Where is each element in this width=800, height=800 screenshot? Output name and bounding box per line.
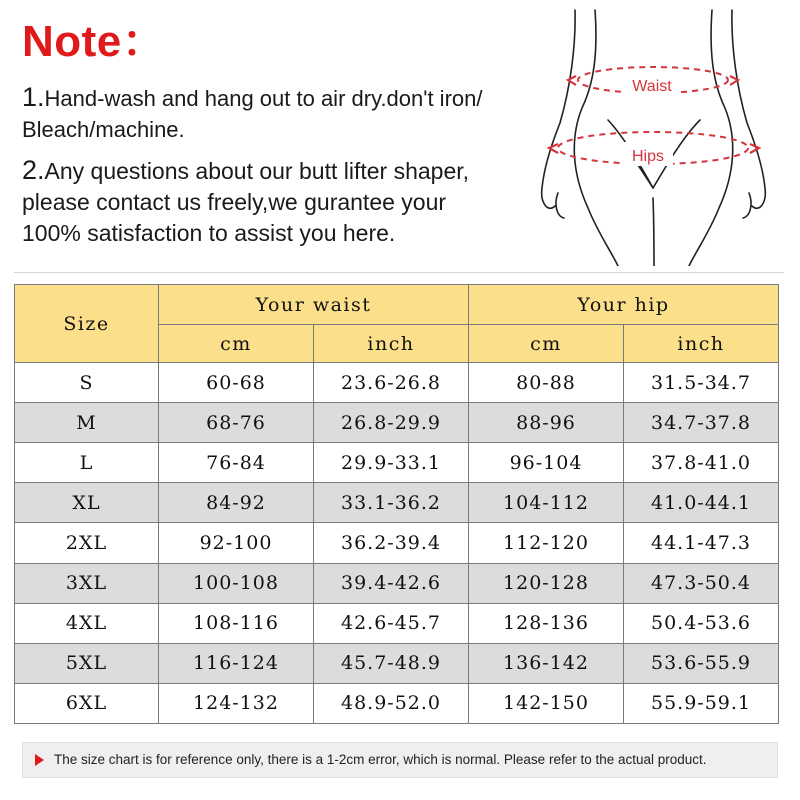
note-item-1-line-2: Bleach/machine. xyxy=(22,117,185,142)
table-row xyxy=(15,483,779,523)
waist-cm-cell: 68-76 xyxy=(159,403,314,443)
waist-cm-cell: 92-100 xyxy=(159,523,314,563)
waist-cm-header: cm xyxy=(159,325,314,363)
note-item-2-number: 2. xyxy=(22,155,45,185)
waist-inch-header: inch xyxy=(314,325,469,363)
size-cell: 3XL xyxy=(15,563,159,603)
table-row xyxy=(15,443,779,483)
hip-inch-cell: 44.1-47.3 xyxy=(624,523,779,563)
hip-inch-cell: 37.8-41.0 xyxy=(624,443,779,483)
waist-inch-cell: 29.9-33.1 xyxy=(314,443,469,483)
table-row xyxy=(15,643,779,683)
size-cell: 4XL xyxy=(15,603,159,643)
hip-inch-cell: 41.0-44.1 xyxy=(624,483,779,523)
hip-cm-cell: 88-96 xyxy=(469,403,624,443)
waist-cm-cell: 124-132 xyxy=(159,683,314,723)
hip-inch-cell: 34.7-37.8 xyxy=(624,403,779,443)
table-row xyxy=(15,603,779,643)
waist-inch-cell: 36.2-39.4 xyxy=(314,523,469,563)
size-cell: XL xyxy=(15,483,159,523)
hip-cm-cell: 104-112 xyxy=(469,483,624,523)
waist-cm-cell: 100-108 xyxy=(159,563,314,603)
size-cell: 5XL xyxy=(15,643,159,683)
hip-inch-header: inch xyxy=(624,325,779,363)
hips-label: Hips xyxy=(631,148,665,165)
waist-cm-cell: 76-84 xyxy=(159,443,314,483)
size-header: Size xyxy=(15,285,159,363)
size-cell: S xyxy=(15,363,159,403)
size-cell: L xyxy=(15,443,159,483)
hip-cm-header: cm xyxy=(469,325,624,363)
hip-inch-cell: 47.3-50.4 xyxy=(624,563,779,603)
table-row xyxy=(15,683,779,723)
waist-cm-cell: 84-92 xyxy=(159,483,314,523)
size-cell: 2XL xyxy=(15,523,159,563)
hip-cm-cell: 120-128 xyxy=(469,563,624,603)
note-item-2-line-1: Any questions about our butt lifter shaper, xyxy=(44,158,470,184)
body-outline xyxy=(542,10,766,266)
waist-inch-cell: 45.7-48.9 xyxy=(314,643,469,683)
body-measurement-figure xyxy=(520,8,790,266)
waist-inch-cell: 48.9-52.0 xyxy=(314,683,469,723)
table-row xyxy=(15,403,779,443)
section-divider xyxy=(14,272,784,273)
hip-cm-cell: 128-136 xyxy=(469,603,624,643)
triangle-right-icon xyxy=(35,754,44,766)
hip-header: Your hip xyxy=(469,285,779,325)
note-item-1 xyxy=(22,82,482,145)
hip-cm-cell: 80-88 xyxy=(469,363,624,403)
hip-inch-cell: 55.9-59.1 xyxy=(624,683,779,723)
disclaimer-footer xyxy=(22,742,778,778)
disclaimer-text: The size chart is for reference only, there is a 1-2cm error, which is normal. Please refer to the actual product. xyxy=(54,752,707,767)
hip-cm-cell: 112-120 xyxy=(469,523,624,563)
waist-cm-cell: 116-124 xyxy=(159,643,314,683)
note-item-1-number: 1. xyxy=(22,82,45,112)
waist-inch-cell: 23.6-26.8 xyxy=(314,363,469,403)
table-row xyxy=(15,563,779,603)
waist-inch-cell: 39.4-42.6 xyxy=(314,563,469,603)
waist-inch-cell: 42.6-45.7 xyxy=(314,603,469,643)
hip-inch-cell: 53.6-55.9 xyxy=(624,643,779,683)
waist-inch-cell: 33.1-36.2 xyxy=(314,483,469,523)
waist-cm-cell: 108-116 xyxy=(159,603,314,643)
note-item-2 xyxy=(22,155,469,249)
waist-header: Your waist xyxy=(159,285,469,325)
note-title: Note： xyxy=(22,17,167,66)
size-table xyxy=(14,284,779,724)
waist-cm-cell: 60-68 xyxy=(159,363,314,403)
size-cell: 6XL xyxy=(15,683,159,723)
hip-cm-cell: 96-104 xyxy=(469,443,624,483)
hip-cm-cell: 136-142 xyxy=(469,643,624,683)
table-row xyxy=(15,523,779,563)
hip-inch-cell: 31.5-34.7 xyxy=(624,363,779,403)
note-item-1-line-1: Hand-wash and hang out to air dry.don't iron/ xyxy=(44,86,483,111)
waist-inch-cell: 26.8-29.9 xyxy=(314,403,469,443)
hip-inch-cell: 50.4-53.6 xyxy=(624,603,779,643)
table-row xyxy=(15,363,779,403)
hip-cm-cell: 142-150 xyxy=(469,683,624,723)
waist-label: Waist xyxy=(632,78,672,95)
note-item-2-line-3: 100% satisfaction to assist you here. xyxy=(22,220,396,246)
note-item-2-line-2: please contact us freely,we gurantee your xyxy=(22,189,447,215)
size-cell: M xyxy=(15,403,159,443)
